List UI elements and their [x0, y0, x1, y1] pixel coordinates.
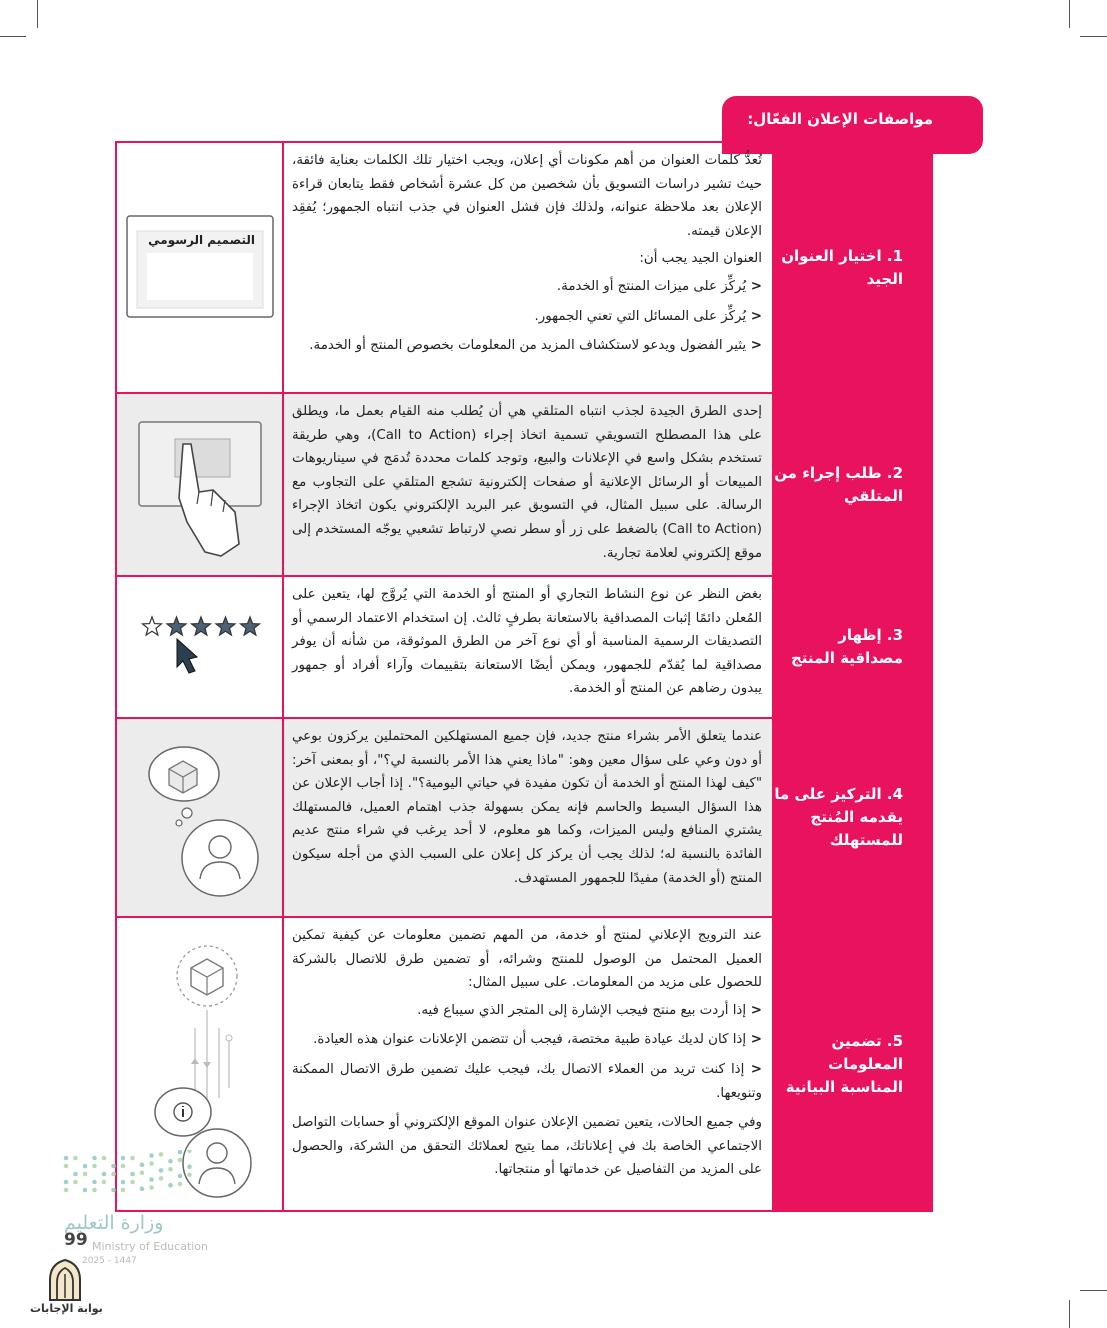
crop-mark: [0, 36, 26, 37]
paragraph: تُعدُّ كلمات العنوان من أهم مكونات أي إعلان، ويجب اختيار تلك الكلمات بعناية فائقة، حيث تشير دراسات التسويق بأن شخصين من كل عشرة أشخاص فقط يتابعان قراءة الإعلان بعد ملاحظة عنوانه، ولذلك فإن فشل العنوان في جذب انتباه الجمهور؛ يُفقِد الإعلان قيمته.: [292, 153, 762, 239]
row-text: [282, 577, 774, 717]
row-label: 1. اختيار العنوان الجيد: [774, 143, 931, 392]
filled-star-icon: [216, 617, 235, 635]
paragraph: عندما يتعلق الأمر بشراء منتج جديد، فإن جميع المستهلكين المحتملين يركزون بوعي أو دون وعي على سؤال معين وهو: "ماذا يعني هذا الأمر بالنسبة لي؟"، أو بمعنى آخر: "كيف لهذا المنتج أو الخدمة أن تكون مفيدة في حياتي اليومية؟". إذا أجاب الإعلان عن هذا السؤال البسيط والحاسم فإنه يمكن بسهولة جذب اهتمام العميل، فالمستهلك يشتري المنافع وليس الميزات، وكما هو معلوم، لا أحد يرغب في شراء منتج عديم الفائدة بالنسبة له؛ لذلك يجب أن يركز كل إعلان على السبب الذي من أجله سيكون المنتج (أو الخدمة) مفيدًا للجمهور المستهدف.: [292, 729, 762, 886]
logo-dot: [140, 1163, 145, 1168]
star-rating-cursor-icon: [117, 577, 282, 717]
row-text: [282, 143, 774, 392]
graphic-caption: التصميم الرسومي: [148, 233, 255, 247]
crop-mark: [1069, 0, 1070, 28]
logo-dot: [178, 1174, 183, 1179]
row-label: 3. إظهار مصداقية المنتج: [774, 577, 931, 717]
logo-dot: [121, 1164, 126, 1169]
logo-dot: [140, 1187, 145, 1192]
logo-dot: [102, 1156, 107, 1161]
logo-dot: [159, 1152, 164, 1157]
row-text: [282, 719, 774, 916]
bullet-item: < يثير الفضول ويدعو لاستكشاف المزيد من المعلومات بخصوص المنتج أو الخدمة.: [292, 334, 762, 358]
site-logo-icon: [44, 1258, 86, 1302]
logo-dot: [64, 1164, 69, 1169]
ad-features-table: [115, 141, 933, 1212]
crop-mark: [1080, 36, 1107, 37]
graphic-design-window-icon: [117, 143, 282, 392]
person-thinking-product-icon: [117, 719, 282, 916]
logo-dot: [102, 1180, 107, 1185]
ministry-name-english: Ministry of Education: [92, 1240, 209, 1253]
row-text: [282, 918, 774, 1210]
logo-dot: [92, 1180, 97, 1185]
logo-dot: [92, 1164, 97, 1169]
logo-dot: [73, 1172, 78, 1177]
logo-dot: [168, 1167, 173, 1172]
ministry-year: 2025 - 1447: [82, 1256, 137, 1266]
row-text: [282, 394, 774, 575]
logo-dot: [149, 1185, 154, 1190]
logo-dot: [83, 1172, 88, 1177]
filled-star-icon: [192, 617, 211, 635]
logo-dot: [64, 1188, 69, 1193]
row-label: 4. التركيز على ما يقدمه المُنتج للمستهلك: [774, 719, 931, 916]
crop-mark: [1080, 1290, 1107, 1291]
logo-dot: [121, 1156, 126, 1161]
bullet-item: < إذا كنت تريد من العملاء الاتصال بك، فيجب عليك تضمين طرق الاتصال الممكنة وتنويعها.: [292, 1058, 762, 1105]
hand-tap-screen-icon: [117, 394, 282, 575]
empty-star-icon: [143, 617, 162, 635]
table-row: [117, 394, 931, 577]
logo-dot: [149, 1161, 154, 1166]
logo-dot: [121, 1180, 126, 1185]
logo-dot: [111, 1188, 116, 1193]
table-row: [117, 719, 931, 918]
logo-dot: [121, 1188, 126, 1193]
cursor-icon: [177, 639, 197, 673]
logo-dot: [64, 1180, 69, 1185]
logo-dot: [187, 1150, 192, 1153]
logo-dot: [178, 1158, 183, 1163]
paragraph: العنوان الجيد يجب أن:: [639, 251, 762, 267]
logo-dot: [73, 1180, 78, 1185]
logo-dot: [159, 1176, 164, 1181]
bullet-item: < إذا أردت بيع منتج فيجب الإشارة إلى المتجر الذي سيباع فيه.: [292, 999, 762, 1023]
logo-dot: [168, 1183, 173, 1188]
logo-dot: [178, 1150, 183, 1154]
row-label: 5. تضمين المعلومات المناسبة البيانية: [774, 918, 931, 1210]
section-title: مواصفات الإعلان الفعّال:: [747, 110, 933, 128]
paragraph: إحدى الطرق الجيدة لجذب انتباه المتلقي هي أن يُطلب منه القيام بعمل ما، ويطلق على هذا المصطلح التسويقي تسمية اتخاذ إجراء (Call to Action)، وهي طريقة تستخدم بشكل واسع في الإعلانات والبيع، وتوجد كلمات محددة تُدمَج في سيناريوهات المبيعات أو الرسائل الإعلانية أو صفحات إلكترونية تشجع المتلقي على التجاوب مع الرسالة. على سبيل المثال، في التسويق عبر البريد الإلكتروني يكون اتخاذ الإجراء (Call to Action) بالضغط على زر أو سطر نصي لارتباط تشعبي يوجّه المستخدم إلى موقع إلكتروني لعلامة تجارية.: [292, 404, 762, 561]
closing-paragraph: وفي جميع الحالات، يتعين تضمين الإعلان عنوان الموقع الإلكتروني أو حسابات التواصل الاجتماعي الخاصة بك في إعلاناتك، مما يتيح لعملائك التحقق من الشركة، والحصول على المزيد من التفاصيل عن خدماتها أو منتجاتها.: [292, 1115, 762, 1178]
bullet-item: < إذا كان لديك عيادة طبية مختصة، فيجب أن تتضمن الإعلانات عنوان هذه العيادة.: [292, 1028, 762, 1052]
ministry-name-arabic: وزارة التعليم: [64, 1212, 164, 1234]
table-row: [117, 918, 931, 1210]
crop-mark: [1069, 1300, 1070, 1328]
logo-dot: [130, 1180, 135, 1185]
logo-dot: [168, 1159, 173, 1164]
logo-dot: [83, 1188, 88, 1193]
logo-dot: [83, 1164, 88, 1169]
filled-star-icon: [241, 617, 260, 635]
logo-dot: [111, 1172, 116, 1177]
logo-dot: [149, 1153, 154, 1158]
row-label: 2. طلب إجراء من المتلقي: [774, 394, 931, 575]
paragraph: عند الترويج الإعلاني لمنتج أو خدمة، من المهم تضمين معلومات عن كيفية تمكين العميل المحتمل من الوصول للمنتج وشرائه، أو تضمين طرق للاتصال بالشركة للحصول على مزيد من المعلومات. على سبيل المثال:: [292, 928, 762, 991]
page-number: 99: [64, 1230, 88, 1250]
logo-dot: [130, 1172, 135, 1177]
logo-dot: [178, 1182, 183, 1187]
logo-dot: [102, 1172, 107, 1177]
table-row: [117, 143, 931, 394]
table-row: [117, 577, 931, 719]
logo-dot: [149, 1177, 154, 1182]
site-name: بوابة الإجابات: [30, 1302, 103, 1315]
filled-star-icon: [167, 617, 186, 635]
logo-dot: [130, 1156, 135, 1161]
ministry-logo-dots-icon: [60, 1150, 200, 1210]
logo-dot: [92, 1156, 97, 1161]
logo-dot: [111, 1164, 116, 1169]
crop-mark: [37, 0, 38, 28]
bullet-item: < يُركِّز على المسائل التي تعني الجمهور.: [292, 305, 762, 329]
bullet-item: < يُركِّز على ميزات المنتج أو الخدمة.: [292, 275, 762, 299]
logo-dot: [187, 1173, 192, 1178]
logo-dot: [159, 1168, 164, 1173]
logo-dot: [187, 1165, 192, 1170]
logo-dot: [73, 1156, 78, 1161]
logo-dot: [92, 1188, 97, 1193]
paragraph: بغض النظر عن نوع النشاط التجاري أو المنتج أو الخدمة التي يُروَّج لها، يتعين على المُعلن دائمًا إثبات المصداقية بالاستعانة بطرفٍ ثالث. إن استخدام الاعتماد الرسمي أو التصديقات الرسمية المناسبة أو أي نوع آخر من الطرق الموثوقة، من شأنه أن يوفر مصداقية لما يُقدّم للجمهور، ويمكن أيضًا الاستعانة بتقييمات وآراء أفراد أو جمهور يبدون رضاهم عن المنتج أو الخدمة.: [292, 587, 762, 697]
logo-dot: [140, 1171, 145, 1176]
logo-dot: [64, 1156, 69, 1161]
